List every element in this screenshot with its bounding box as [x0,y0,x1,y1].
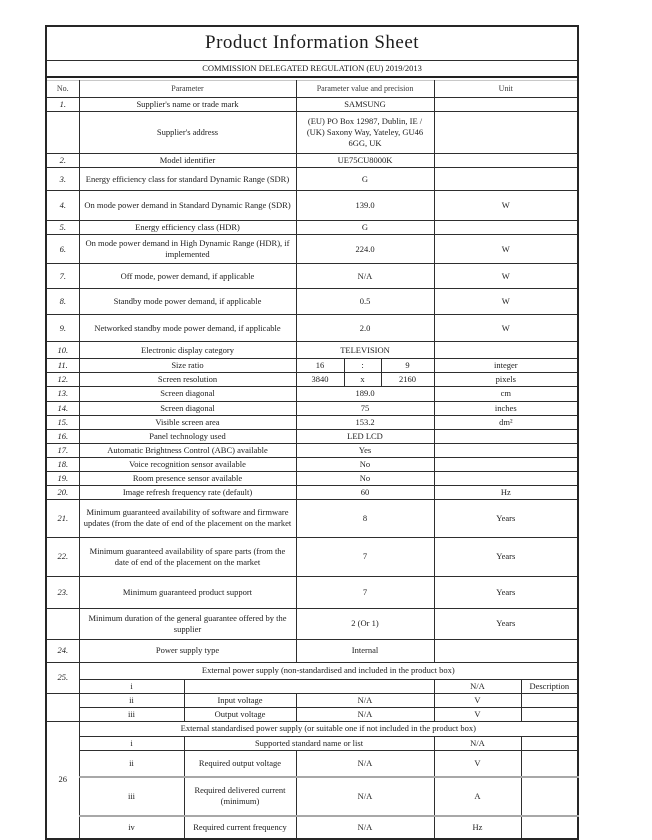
table-row [46,576,578,608]
cell-no [46,608,79,639]
cell-parameter: Automatic Brightness Control (ABC) available [79,443,296,457]
cell-value: N/A [296,816,434,839]
cell-no [46,112,79,154]
cell-parameter: Required output voltage [184,751,296,777]
title-row [46,26,578,60]
table-row [46,315,578,342]
cell-value: 2.0 [296,315,434,342]
cell-unit: Hz [434,485,578,499]
cell-parameter: Model identifier [79,154,296,168]
cell-parameter: Off mode, power demand, if applicable [79,264,296,289]
cell-no: 11. [46,359,79,373]
cell-description: Description [521,679,578,693]
cell-parameter: On mode power demand in Standard Dynamic Range (SDR) [79,191,296,221]
cell-unit [434,443,578,457]
cell-no: 9. [46,315,79,342]
regulation-subtitle: COMMISSION DELEGATED REGULATION (EU) 2019/2013 [46,60,578,77]
cell-subindex: iv [79,816,184,839]
table-row [46,98,578,112]
cell-value: 139.0 [296,191,434,221]
table-row [46,537,578,576]
cell-subindex: iii [79,777,184,816]
section25-row [46,693,578,707]
cell-value-part: 9 [381,359,434,373]
cell-no: 19. [46,471,79,485]
table-row [46,608,578,639]
table-row [46,485,578,499]
cell-parameter: Required current frequency [184,816,296,839]
product-information-sheet [45,25,579,840]
cell-no: 8. [46,289,79,315]
cell-unit: pixels [434,373,578,387]
cell-no: 18. [46,457,79,471]
table-row [46,471,578,485]
cell-value: 224.0 [296,235,434,264]
cell-description [521,736,578,750]
cell-parameter: Minimum guaranteed availability of software and firmware updates (from the date of end of the placement on the market [79,499,296,537]
cell-no: 10. [46,342,79,359]
cell-value: N/A [296,693,434,707]
column-header-row [46,81,578,98]
cell-description [521,707,578,721]
cell-unit: W [434,289,578,315]
cell-value: 75 [296,401,434,415]
cell-unit: W [434,264,578,289]
cell-value: 153.2 [296,415,434,429]
cell-no: 22. [46,537,79,576]
cell-no: 14. [46,401,79,415]
cell-unit: W [434,191,578,221]
table-row [46,191,578,221]
cell-description [521,816,578,839]
product-info-table [45,25,579,840]
cell-value: N/A [296,264,434,289]
cell-unit: inches [434,401,578,415]
cell-parameter: Minimum duration of the general guarantee offered by the supplier [79,608,296,639]
cell-parameter: Minimum guaranteed product support [79,576,296,608]
cell-value: G [296,168,434,191]
cell-no: 26 [46,721,79,838]
section26-row [46,751,578,777]
table-row [46,387,578,401]
cell-subindex: iii [79,707,184,721]
cell-value-part: x [344,373,381,387]
cell-value: N/A [296,707,434,721]
cell-parameter: Input voltage [184,693,296,707]
section25-row [46,707,578,721]
table-row [46,264,578,289]
cell-unit: V [434,707,521,721]
cell-no: 2. [46,154,79,168]
cell-parameter: Panel technology used [79,429,296,443]
cell-value: No [296,457,434,471]
table-row [46,112,578,154]
cell-parameter: Minimum guaranteed availability of spare parts (from the date of end of the placement on the market [79,537,296,576]
column-header-parameter: Parameter [79,81,296,98]
cell-value: N/A [296,751,434,777]
cell-unit: A [434,777,521,816]
cell-no: 17. [46,443,79,457]
cell-no: 25. [46,662,79,693]
cell-value: 7 [296,537,434,576]
cell-value-part: 2160 [381,373,434,387]
cell-no: 16. [46,429,79,443]
cell-unit: Years [434,608,578,639]
cell-value: N/A [296,777,434,816]
cell-value: (EU) PO Box 12987, Dublin, IE / (UK) Saxony Way, Yateley, GU46 6GG, UK [296,112,434,154]
cell-parameter: Energy efficiency class for standard Dynamic Range (SDR) [79,168,296,191]
cell-value: 8 [296,499,434,537]
cell-parameter: Screen diagonal [79,401,296,415]
cell-unit: integer [434,359,578,373]
cell-subindex: i [79,736,184,750]
cell-parameter: On mode power demand in High Dynamic Range (HDR), if implemented [79,235,296,264]
cell-parameter: Energy efficiency class (HDR) [79,221,296,235]
cell-no: 15. [46,415,79,429]
cell-description [521,751,578,777]
cell-unit [434,168,578,191]
cell-unit: cm [434,387,578,401]
table-row [46,221,578,235]
cell-description [521,693,578,707]
cell-merged [184,679,434,693]
cell-parameter: Supplier's name or trade mark [79,98,296,112]
cell-description [521,777,578,816]
table-row [46,168,578,191]
column-header-unit: Unit [434,81,578,98]
cell-unit [434,112,578,154]
cell-no: 13. [46,387,79,401]
cell-value: 189.0 [296,387,434,401]
cell-no: 5. [46,221,79,235]
cell-unit: Years [434,499,578,537]
column-header-no: No. [46,81,79,98]
table-row [46,639,578,662]
cell-unit [434,221,578,235]
cell-no: 12. [46,373,79,387]
table-row [46,457,578,471]
cell-parameter: Screen diagonal [79,387,296,401]
cell-value: G [296,221,434,235]
cell-parameter: Required delivered current (minimum) [184,777,296,816]
cell-unit: Hz [434,816,521,839]
cell-value-part: : [344,359,381,373]
section25-row [46,679,578,693]
column-header-value: Parameter value and precision [296,81,434,98]
subtitle-row [46,60,578,77]
cell-parameter: Screen resolution [79,373,296,387]
table-row [46,373,578,387]
cell-unit [434,342,578,359]
cell-unit: dm² [434,415,578,429]
section26-row [46,736,578,750]
cell-unit: Years [434,576,578,608]
table-row [46,289,578,315]
cell-no: 21. [46,499,79,537]
table-row [46,429,578,443]
cell-no: 23. [46,576,79,608]
cell-unit: V [434,751,521,777]
table-row [46,342,578,359]
table-row [46,443,578,457]
cell-value: 2 (Or 1) [296,608,434,639]
section25-header: External power supply (non-standardised and included in the product box) [79,662,578,679]
table-row [46,499,578,537]
cell-no: 4. [46,191,79,221]
cell-unit [434,471,578,485]
cell-parameter: Supplier's address [79,112,296,154]
section25-header-row [46,662,578,679]
cell-unit [434,457,578,471]
table-row [46,154,578,168]
cell-value: 0.5 [296,289,434,315]
cell-merged: Supported standard name or list [184,736,434,750]
cell-no: 7. [46,264,79,289]
section26-row [46,777,578,816]
cell-parameter: Voice recognition sensor available [79,457,296,471]
cell-parameter: Electronic display category [79,342,296,359]
cell-value: LED LCD [296,429,434,443]
cell-unit [434,154,578,168]
page-title: Product Information Sheet [46,26,578,60]
cell-value-part: 3840 [296,373,344,387]
cell-value: Internal [296,639,434,662]
cell-no: 20. [46,485,79,499]
cell-parameter: Room presence sensor available [79,471,296,485]
cell-parameter: Power supply type [79,639,296,662]
table-row [46,415,578,429]
cell-unit: N/A [434,736,521,750]
cell-value: No [296,471,434,485]
cell-no [46,693,79,721]
cell-value: 7 [296,576,434,608]
cell-parameter: Size ratio [79,359,296,373]
cell-parameter: Output voltage [184,707,296,721]
cell-value: SAMSUNG [296,98,434,112]
cell-unit [434,98,578,112]
cell-value-part: 16 [296,359,344,373]
cell-unit [434,429,578,443]
cell-unit: W [434,235,578,264]
cell-unit: W [434,315,578,342]
cell-parameter: Standby mode power demand, if applicable [79,289,296,315]
cell-subindex: i [79,679,184,693]
cell-parameter: Visible screen area [79,415,296,429]
table-row [46,359,578,373]
cell-parameter: Image refresh frequency rate (default) [79,485,296,499]
table-row [46,235,578,264]
cell-unit: Years [434,537,578,576]
cell-value: Yes [296,443,434,457]
cell-no: 1. [46,98,79,112]
cell-no: 3. [46,168,79,191]
cell-parameter: Networked standby mode power demand, if applicable [79,315,296,342]
cell-value: 60 [296,485,434,499]
cell-value: TELEVISION [296,342,434,359]
section26-header: External standardised power supply (or suitable one if not included in the product box) [79,721,578,736]
cell-unit: V [434,693,521,707]
section26-header-row [46,721,578,736]
cell-value: UE75CU8000K [296,154,434,168]
cell-unit [434,639,578,662]
cell-subindex: ii [79,693,184,707]
cell-no: 24. [46,639,79,662]
cell-unit: N/A [434,679,521,693]
cell-no: 6. [46,235,79,264]
section26-row [46,816,578,839]
table-row [46,401,578,415]
cell-subindex: ii [79,751,184,777]
